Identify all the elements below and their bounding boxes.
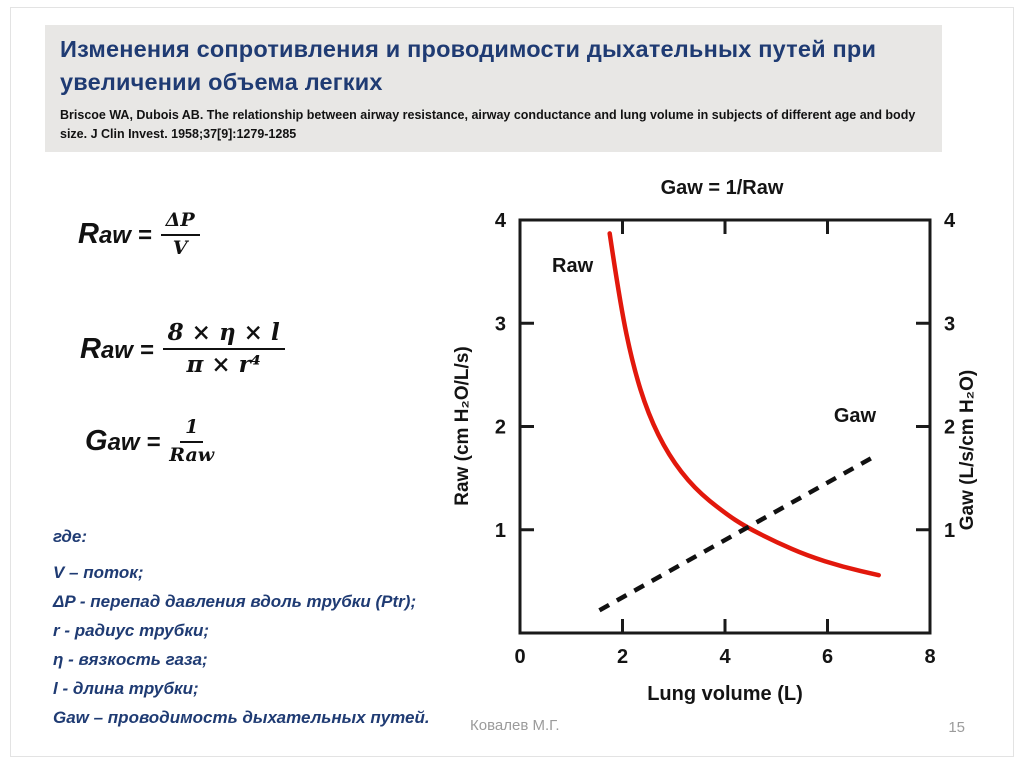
x-axis-title: Lung volume (L) bbox=[647, 683, 803, 705]
page-number: 15 bbox=[948, 719, 965, 736]
x-tick-label: 2 bbox=[616, 646, 629, 668]
formula-conductance bbox=[85, 417, 214, 467]
definitions-label: где: bbox=[53, 527, 88, 546]
fraction-numerator: ΔP bbox=[161, 210, 200, 236]
y-right-tick-label: 1 bbox=[944, 519, 956, 542]
definition-item: V – поток; bbox=[53, 563, 144, 582]
fraction bbox=[163, 320, 285, 379]
tick-labels bbox=[495, 210, 956, 668]
y-left-tick-label: 4 bbox=[494, 210, 506, 232]
fraction-denominator: V bbox=[172, 236, 188, 259]
chart-svg bbox=[440, 160, 1020, 730]
definition-item: η - вязкость газа; bbox=[53, 650, 208, 669]
y-right-tick-label: 3 bbox=[944, 313, 956, 336]
y-left-tick-label: 3 bbox=[494, 313, 506, 336]
y-left-axis-title: Raw (cm H₂O/L/s) bbox=[452, 346, 473, 506]
x-tick-label: 6 bbox=[821, 646, 834, 668]
fraction bbox=[169, 417, 214, 467]
fraction-denominator: π × r⁴ bbox=[186, 351, 261, 379]
x-tick-label: 4 bbox=[719, 646, 731, 668]
citation-text: Briscoe WA, Dubois AB. The relationship between airway resistance, airway conductance and lung volume in subjects of different age and body size. J Clin Invest. 1958;37[9]:1279-1285 bbox=[60, 108, 916, 141]
chart bbox=[440, 160, 1020, 730]
chart-title: Gaw = 1/Raw bbox=[660, 177, 784, 199]
slide-header bbox=[45, 25, 942, 152]
fraction-denominator: Raw bbox=[169, 443, 215, 466]
definitions-list bbox=[53, 527, 430, 737]
formula-lhs: Raw = bbox=[80, 332, 154, 365]
gaw-series-label: Gaw bbox=[833, 405, 877, 427]
formula-raw-pressure-flow bbox=[78, 210, 200, 260]
gaw-dashed-line bbox=[599, 455, 876, 610]
definition-item: Gaw – проводимость дыхательных путей. bbox=[53, 708, 430, 727]
fraction-numerator: 8 × η × l bbox=[163, 320, 285, 350]
formula-lhs: Gaw = bbox=[85, 425, 161, 458]
y-left-tick-label: 2 bbox=[494, 416, 506, 439]
y-right-tick-label: 4 bbox=[944, 210, 956, 232]
y-right-tick-label: 2 bbox=[944, 416, 956, 439]
definition-item: l - длина трубки; bbox=[53, 679, 199, 698]
raw-series-label: Raw bbox=[552, 255, 594, 277]
definition-item: r - радиус трубки; bbox=[53, 621, 209, 640]
y-left-tick-label: 1 bbox=[494, 519, 506, 542]
x-tick-label: 8 bbox=[924, 646, 936, 668]
formula-poiseuille bbox=[80, 320, 285, 379]
slide-title: Изменения сопротивления и проводимости дыхательных путей при увеличении объема легких bbox=[60, 36, 877, 95]
footer-author: Ковалев М.Г. bbox=[470, 717, 560, 734]
formula-lhs: Raw = bbox=[78, 218, 152, 251]
fraction-numerator: 1 bbox=[180, 417, 203, 443]
fraction bbox=[161, 210, 200, 260]
definition-item: ΔP - перепад давления вдоль трубки (Ptr); bbox=[53, 592, 417, 611]
x-tick-label: 0 bbox=[514, 646, 526, 668]
y-right-axis-title: Gaw (L/s/cm H₂O) bbox=[957, 369, 978, 531]
